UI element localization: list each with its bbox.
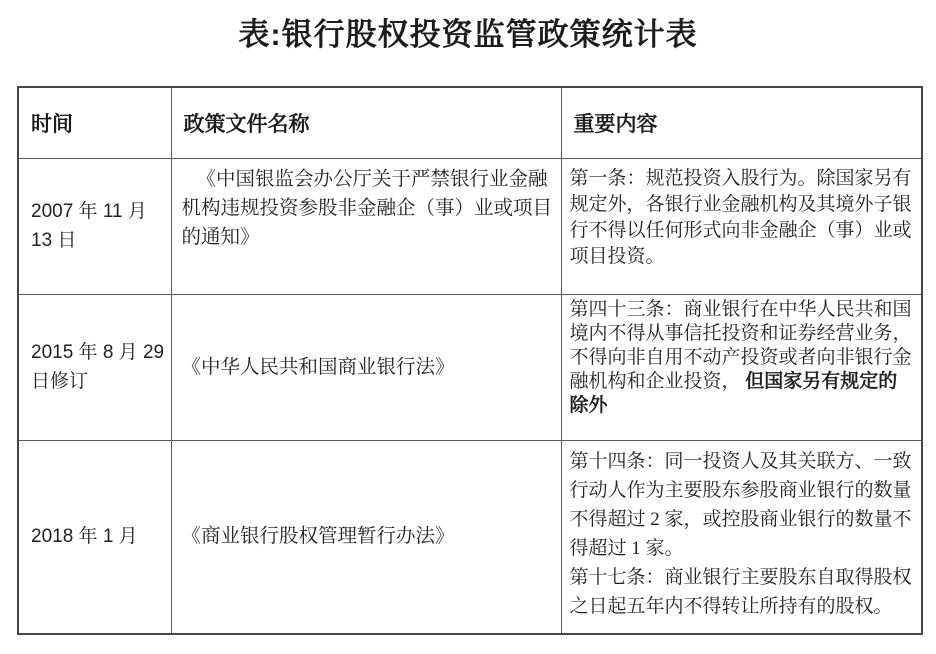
policy-name-cell: [171, 294, 561, 440]
policy-name-text: 《中国银监会办公厅关于严禁银行业金融机构违规投资参股非金融企（事）业或项目的通知》: [181, 168, 553, 248]
table-row: [18, 158, 922, 294]
page-title: 表:银行股权投资监管政策统计表: [238, 17, 698, 52]
time-cell: 2007 年 11 月 13 日: [18, 158, 171, 294]
policy-name-cell: [171, 158, 561, 294]
table-row: [18, 440, 922, 634]
policy-name-cell: [171, 440, 561, 634]
table-header-row: [18, 87, 922, 158]
content-cell: [561, 440, 922, 634]
policy-statistics-table: [17, 86, 923, 635]
header-policy-name: 政策文件名称: [171, 87, 561, 158]
time-cell: 2018 年 1 月: [18, 440, 171, 634]
content-cell: [561, 294, 922, 440]
time-cell: 2015 年 8 月 29 日修订: [18, 294, 171, 440]
policy-name-text: 《中华人民共和国商业银行法》: [181, 356, 455, 378]
header-time: 时间: [18, 87, 171, 158]
content-cell: 第一条：规范投资入股行为。除国家另有规定外，各银行业金融机构及其境外子银行不得以任何形式向非金融企（事）业或项目投资。: [561, 158, 922, 294]
content-paragraph-article-14: 第十四条：同一投资人及其关联方、一致行动人作为主要股东参股商业银行的数量不得超过 2 家，或控股商业银行的数量不得超过 1 家。: [569, 450, 912, 559]
content-text-bold: 但国家另有规定的除外: [569, 370, 898, 416]
content-text-normal: 第四十三条：商业银行在中华人民共和国境内不得从事信托投资和证券经营业务，不得向非自用不动产投资或者向非银行金融机构和企业投资，: [569, 298, 912, 392]
content-paragraph-article-17: 第十七条：商业银行主要股东自取得股权之日起五年内不得转让所持有的股权。: [569, 566, 912, 617]
policy-name-text: 《商业银行股权管理暂行办法》: [181, 526, 455, 548]
table-row: [18, 294, 922, 440]
header-important-content: 重要内容: [561, 87, 922, 158]
